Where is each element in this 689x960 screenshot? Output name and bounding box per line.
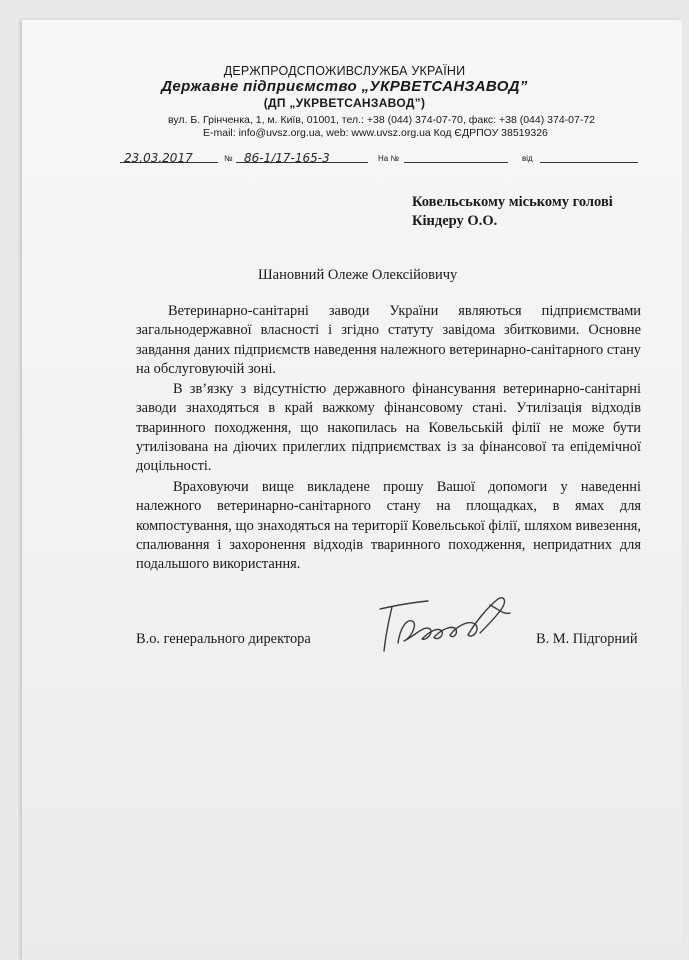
recipient-name: Кіндеру О.О. [412,213,498,229]
signatory-name: В. М. Підгорний [536,631,638,647]
registry-line [120,145,640,167]
registry-date: 23.03.2017 [124,151,193,165]
handwritten-signature [372,585,532,665]
reply-to-label: На № [378,154,400,163]
registry-number-label: № [224,154,233,163]
registry-number: 86-1/17-165-3 [244,151,330,165]
recipient-title: Ковельському міському голові [412,194,613,210]
from-label: від [522,154,533,163]
email-line: E-mail: info@uvsz.org.ua, web: www.uvsz.org.ua Код ЄДРПОУ 38519326 [203,127,548,139]
body-paragraph-2: В зв’язку з відсутністю державного фінансування ветеринарно-санітарні заводи знаходяться в край важкому фінансовому стані. Утилізація відходів тваринного походження, що накопилась на Ковельській філії не може бути утилізована на діючих прилеглих підприємствах із за фінансової та епідемічної доцільності. [136,381,641,475]
organization-short-name: (ДП „УКРВЕТСАНЗАВОД”) [263,96,426,110]
salutation: Шановний Олеже Олексійовичу [258,267,458,283]
agency-name: ДЕРЖПРОДСПОЖИВСЛУЖБА УКРАЇНИ [223,64,466,78]
from-underline [540,144,638,163]
signatory-position: В.о. генерального директора [136,631,311,647]
organization-name: Державне підприємство „УКРВЕТСАНЗАВОД” [161,78,528,95]
body-paragraph-3: Враховуючи вище викладене прошу Вашої допомоги у наведенні належного ветеринарно-санітарного стану на площадках, в ямах для компостування, що знаходяться на території Ковельської філії, шляхом вивезення, спалювання і захоронення відходів тваринного походження, непридатних для подальшого використання. [136,479,641,573]
reply-to-underline [404,144,508,163]
body-paragraph-1: Ветеринарно-санітарні заводи України являються підприємствами загальнодержавної власності і згідно статуту завідома збитковими. Основне завдання даних підприємств наведення належного ветеринарно-санітарного стану на обслуговуючій зоні. [136,303,641,377]
address-line: вул. Б. Грінченка, 1, м. Київ, 01001, тел.: +38 (044) 374-07-70, факс: +38 (044) 374-07-72 [168,114,596,126]
